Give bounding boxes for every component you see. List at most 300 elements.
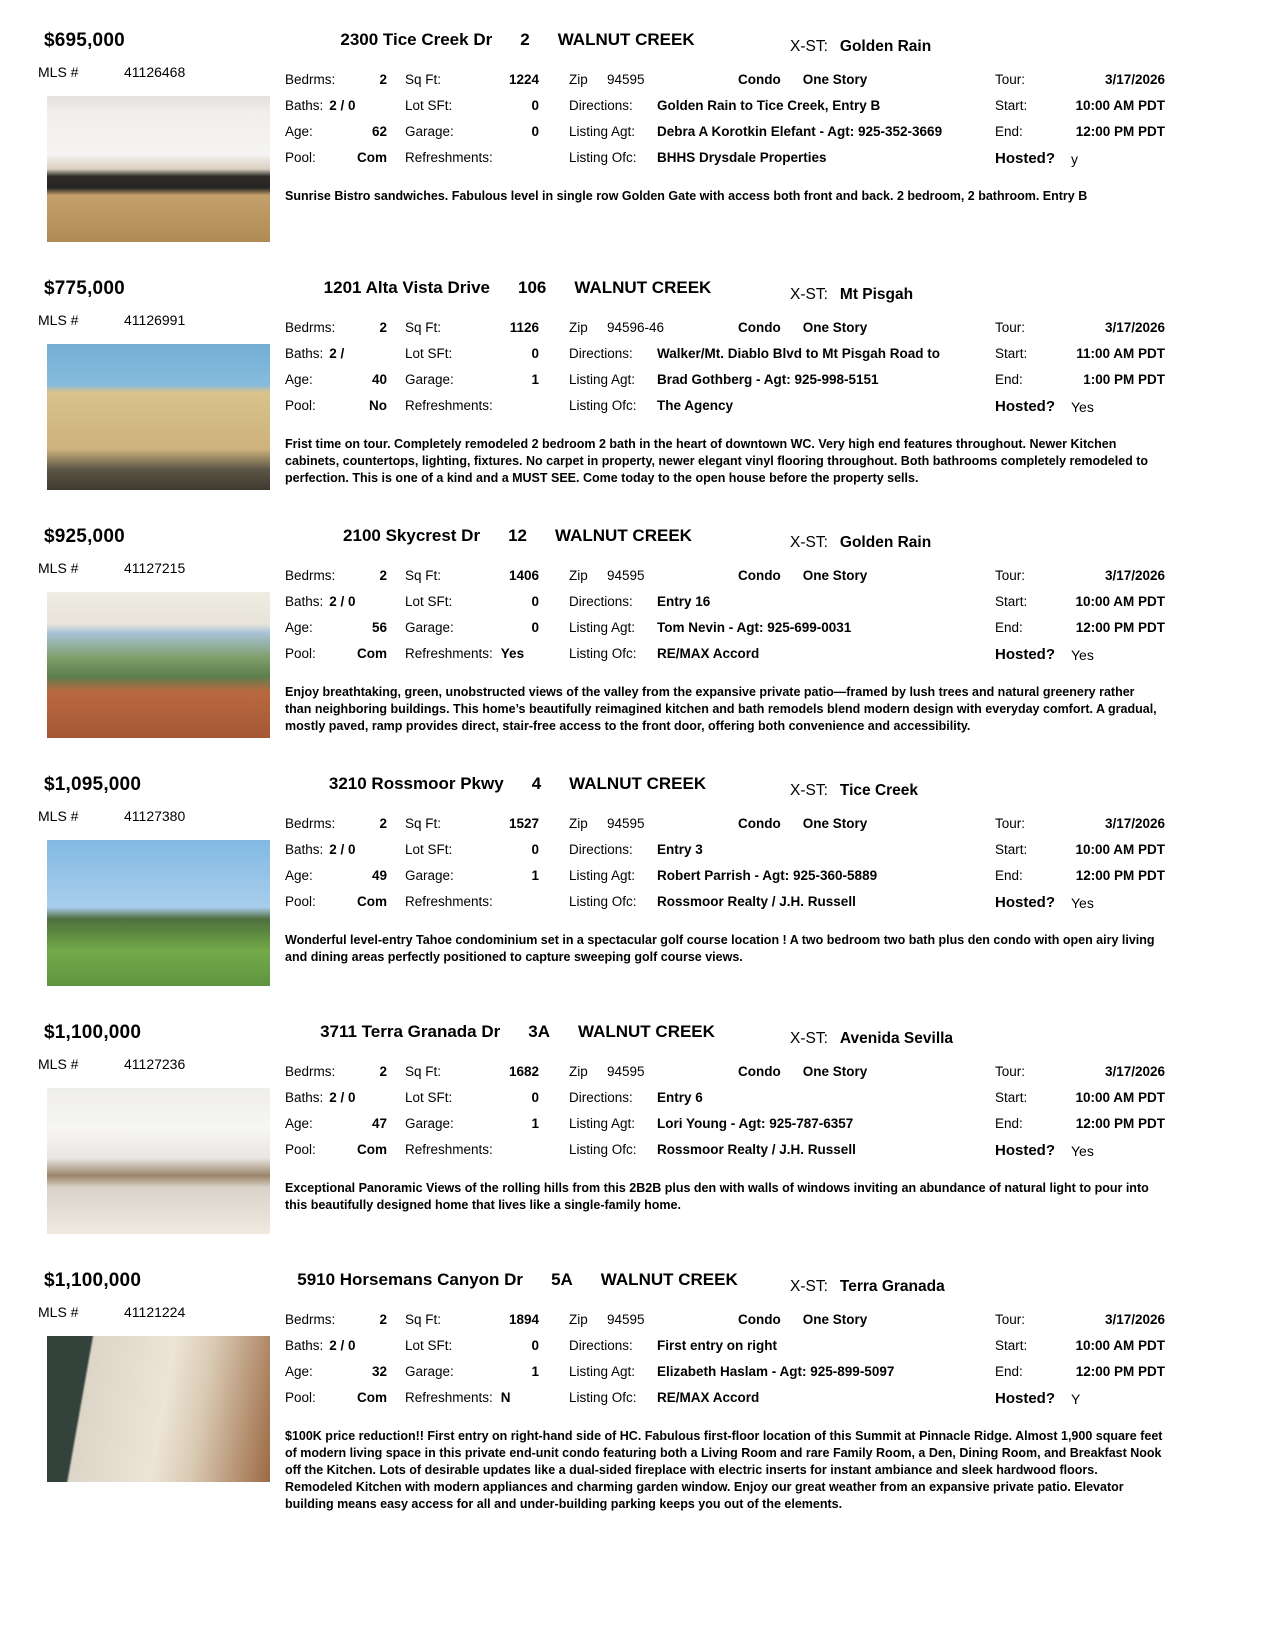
directions-value: Entry 16 [657,593,711,609]
listing-photo [47,1088,270,1234]
zip-value: 94596-46 [607,319,665,335]
street-address: 5910 Horsemans Canyon Dr [297,1270,524,1289]
property-type-group [738,816,867,831]
end-label: End: [995,1363,1023,1379]
start-label: Start: [995,1337,1028,1353]
zip-label: Zip [569,567,588,583]
start-time: 10:00 AM PDT [1075,1089,1165,1105]
mls-number: 41126468 [124,64,186,80]
mls-row [38,808,185,824]
lot-sft-value: 0 [531,841,539,857]
bedrms-label: Bedrms: [285,1063,336,1079]
address-line [285,278,750,298]
cross-street-group [790,534,931,552]
listing-agent-value: Brad Gothberg - Agt: 925-998-5151 [657,371,879,387]
listing-row [0,524,1275,772]
start-label: Start: [995,1089,1028,1105]
property-type-group [738,568,867,583]
listing-agent-value: Robert Parrish - Agt: 925-360-5889 [657,867,878,883]
listing-price: $925,000 [44,526,125,547]
listing-description: Enjoy breathtaking, green, unobstructed views of the valley from the expansive private patio—framed by lush trees and natural greenery rather than neighboring buildings. This home’s beautifully reimagined kitchen and bath remodels blend modern design with everyday comfort. A gradual, mostly paved, ramp provides direct, stair-free access to the front door, offering both convenience and accessibility. [285,685,1157,733]
tour-row [995,1306,1165,1332]
tour-schedule [995,314,1165,415]
details-grid [285,810,995,914]
property-type: Condo [738,567,781,583]
start-label: Start: [995,841,1028,857]
cross-street-label: X-ST: [790,534,828,551]
street-address: 3711 Terra Granada Dr [320,1022,501,1041]
end-row [995,862,1165,888]
hosted-label: Hosted? [995,398,1055,415]
tour-row [995,562,1165,588]
city: WALNUT CREEK [555,526,692,545]
cross-street-group [790,1278,945,1296]
detail-row-3 [285,1358,995,1384]
hosted-value: y [1071,150,1078,167]
directions-label: Directions: [569,593,633,609]
lot-sft-label: Lot SFt: [405,345,453,361]
listing-price: $695,000 [44,30,125,51]
garage-value: 0 [531,123,539,139]
listing-row [0,1020,1275,1268]
age-value: 40 [371,371,387,387]
end-label: End: [995,1115,1023,1131]
cross-street-value: Avenida Sevilla [839,1030,954,1047]
end-row [995,1358,1165,1384]
listing-header [285,28,1165,62]
lot-sft-value: 0 [531,593,539,609]
age-label: Age: [285,619,313,635]
listing-row [0,772,1275,1020]
detail-row-4 [285,888,995,914]
cross-street-value: Golden Rain [839,534,932,551]
details-grid [285,314,995,418]
baths-label: Baths: [285,841,324,857]
mls-row [38,1304,185,1320]
lot-sft-value: 0 [531,345,539,361]
hosted-row [995,398,1165,415]
refreshments-label: Refreshments: [405,397,493,413]
cross-street-group [790,38,931,56]
tour-date: 3/17/2026 [1104,319,1165,335]
pool-value: No [369,397,387,413]
details-grid [285,1306,995,1410]
listing-description: Sunrise Bistro sandwiches. Fabulous level in single row Golden Gate with access both front and back. 2 bedroom, 2 bathroom. Entry B [285,189,1088,203]
tour-date: 3/17/2026 [1104,567,1165,583]
unit-number: 4 [531,774,542,793]
listing-price: $1,100,000 [44,1270,142,1291]
tour-schedule [995,1306,1165,1407]
refreshments-label: Refreshments: [405,1389,493,1405]
listing-office-value: Rossmoor Realty / J.H. Russell [657,893,856,909]
unit-number: 3A [528,1022,550,1041]
pool-value: Com [357,645,387,661]
address-line [285,774,750,794]
listing-header [285,1268,1165,1302]
street-address: 1201 Alta Vista Drive [323,278,490,297]
start-row [995,1332,1165,1358]
stories: One Story [802,1063,868,1079]
detail-row-4 [285,1384,995,1410]
listing-photo [47,840,270,986]
refreshments-value: Yes [500,645,525,661]
sqft-value: 1224 [508,71,539,87]
hosted-value: Yes [1071,1142,1094,1159]
zip-value: 94595 [607,71,645,87]
detail-row-4 [285,392,995,418]
mls-number: 41121224 [124,1304,186,1320]
hosted-row [995,1142,1165,1159]
cross-street-group [790,782,918,800]
hosted-value: Yes [1071,894,1094,911]
directions-value: First entry on right [657,1337,778,1353]
lot-sft-label: Lot SFt: [405,593,453,609]
zip-label: Zip [569,1063,588,1079]
cross-street-label: X-ST: [790,1030,828,1047]
mls-number: 41127236 [124,1056,186,1072]
baths-group [285,346,387,361]
hosted-label: Hosted? [995,894,1055,911]
directions-label: Directions: [569,841,633,857]
detail-row-3 [285,862,995,888]
tour-row [995,314,1165,340]
listing-agent-value: Lori Young - Agt: 925-787-6357 [657,1115,854,1131]
city: WALNUT CREEK [569,774,707,793]
street-address: 2100 Skycrest Dr [343,526,481,545]
baths-label: Baths: [285,1337,324,1353]
listing-office-label: Listing Ofc: [569,893,637,909]
stories: One Story [802,567,868,583]
end-time: 12:00 PM PDT [1075,1363,1165,1379]
pool-label: Pool: [285,1389,316,1405]
baths-value: 2 / [329,345,345,361]
mls-label: MLS # [38,560,79,576]
listing-office-label: Listing Ofc: [569,1141,637,1157]
listing-office-label: Listing Ofc: [569,1389,637,1405]
hosted-label: Hosted? [995,646,1055,663]
bedrms-value: 2 [379,319,387,335]
listing-agent-label: Listing Agt: [569,1115,636,1131]
listing-price: $1,095,000 [44,774,142,795]
garage-label: Garage: [405,867,454,883]
listing-header [285,524,1165,558]
end-row [995,366,1165,392]
hosted-row [995,646,1165,663]
address-line [285,1270,750,1290]
zip-value: 94595 [607,1063,645,1079]
mls-label: MLS # [38,312,79,328]
start-time: 10:00 AM PDT [1075,97,1165,113]
directions-value: Walker/Mt. Diablo Blvd to Mt Pisgah Road to [657,345,941,361]
listing-office-value: BHHS Drysdale Properties [657,149,827,165]
tour-schedule [995,1058,1165,1159]
sqft-label: Sq Ft: [405,319,442,335]
listing-description: Wonderful level-entry Tahoe condominium set in a spectacular golf course location ! A two bedroom two bath plus den condo with open airy living and dining areas perfectly positioned to capture sweeping golf course views. [285,933,1155,964]
bedrms-label: Bedrms: [285,567,336,583]
mls-number: 41127380 [124,808,186,824]
tour-date: 3/17/2026 [1104,1311,1165,1327]
city: WALNUT CREEK [600,1270,738,1289]
hosted-label: Hosted? [995,1390,1055,1407]
end-row [995,118,1165,144]
listing-photo [47,344,270,490]
pool-value: Com [357,1141,387,1157]
sqft-value: 1894 [508,1311,539,1327]
detail-row-1 [285,1306,995,1332]
property-type: Condo [738,71,781,87]
refreshments-group [405,1390,539,1405]
detail-row-2 [285,836,995,862]
cross-street-value: Tice Creek [839,782,919,799]
listing-photo [47,1336,270,1482]
zip-label: Zip [569,319,588,335]
tour-date: 3/17/2026 [1104,815,1165,831]
refreshments-group [405,1142,539,1157]
address-line [285,526,750,546]
garage-value: 1 [531,371,539,387]
end-time: 12:00 PM PDT [1075,867,1165,883]
listing-description: Exceptional Panoramic Views of the rolling hills from this 2B2B plus den with walls of windows inviting an abundance of natural light to pour into this beautifully designed home that lives like a single-family home. [285,1181,1149,1212]
tour-date: 3/17/2026 [1104,71,1165,87]
refreshments-label: Refreshments: [405,645,493,661]
cross-street-label: X-ST: [790,38,828,55]
detail-row-3 [285,366,995,392]
mls-label: MLS # [38,1056,79,1072]
garage-value: 0 [531,619,539,635]
pool-label: Pool: [285,1141,316,1157]
detail-row-2 [285,1084,995,1110]
listing-office-value: Rossmoor Realty / J.H. Russell [657,1141,856,1157]
pool-label: Pool: [285,645,316,661]
cross-street-value: Golden Rain [839,38,932,55]
mls-label: MLS # [38,64,79,80]
hosted-value: Y [1071,1390,1081,1407]
garage-label: Garage: [405,123,454,139]
sqft-label: Sq Ft: [405,1311,442,1327]
refreshments-group [405,398,539,413]
pool-label: Pool: [285,149,316,165]
start-row [995,340,1165,366]
tour-schedule [995,810,1165,911]
start-time: 10:00 AM PDT [1075,593,1165,609]
detail-row-3 [285,614,995,640]
baths-value: 2 / 0 [329,97,356,113]
lot-sft-value: 0 [531,1089,539,1105]
baths-value: 2 / 0 [329,1337,356,1353]
address-line [285,30,750,50]
hosted-row [995,894,1165,911]
end-row [995,1110,1165,1136]
listing-header [285,1020,1165,1054]
baths-label: Baths: [285,97,324,113]
detail-row-2 [285,340,995,366]
details-grid [285,1058,995,1162]
lot-sft-value: 0 [531,1337,539,1353]
baths-group [285,1338,387,1353]
sqft-value: 1126 [509,319,539,335]
listing-photo [47,592,270,738]
sqft-value: 1682 [508,1063,539,1079]
mls-row [38,64,185,80]
end-time: 12:00 PM PDT [1075,619,1165,635]
lot-sft-label: Lot SFt: [405,97,453,113]
tour-row [995,1058,1165,1084]
detail-row-1 [285,314,995,340]
pool-label: Pool: [285,893,316,909]
listing-office-label: Listing Ofc: [569,149,637,165]
property-type-group [738,1064,867,1079]
cross-street-group [790,1030,953,1048]
bedrms-value: 2 [379,567,387,583]
garage-label: Garage: [405,1363,454,1379]
tour-label: Tour: [995,71,1026,87]
listing-office-value: The Agency [657,397,734,413]
age-value: 62 [371,123,387,139]
age-value: 32 [371,1363,387,1379]
age-label: Age: [285,867,313,883]
pool-value: Com [357,893,387,909]
hosted-row [995,1390,1165,1407]
listing-office-value: RE/MAX Accord [657,1389,760,1405]
listing-agent-label: Listing Agt: [569,1363,636,1379]
baths-value: 2 / 0 [329,593,356,609]
mls-row [38,560,185,576]
unit-number: 5A [551,1270,573,1289]
property-type-group [738,72,867,87]
mls-label: MLS # [38,1304,79,1320]
listing-office-label: Listing Ofc: [569,645,637,661]
hosted-row [995,150,1165,167]
listing-description: Frist time on tour. Completely remodeled 2 bedroom 2 bath in the heart of downtown WC. Very high end features throughout. Newer Kitchen cabinets, countertops, lighting, fixtures. No carpet in property, newer elegant vinyl flooring throughout. Both bathrooms completely remodeled to perfection. This is one of a kind and a MUST SEE. Come today to the open house before the property sells. [285,437,1149,485]
end-time: 12:00 PM PDT [1075,123,1165,139]
detail-row-1 [285,810,995,836]
tour-schedule [995,562,1165,663]
detail-row-4 [285,640,995,666]
sqft-value: 1527 [508,815,539,831]
age-label: Age: [285,371,313,387]
property-type: Condo [738,1063,781,1079]
start-label: Start: [995,593,1028,609]
tour-label: Tour: [995,815,1026,831]
cross-street-value: Terra Granada [839,1278,945,1295]
end-row [995,614,1165,640]
listing-agent-value: Elizabeth Haslam - Agt: 925-899-5097 [657,1363,895,1379]
details-grid [285,66,995,170]
baths-value: 2 / 0 [329,841,356,857]
bedrms-label: Bedrms: [285,71,336,87]
bedrms-label: Bedrms: [285,319,336,335]
property-type: Condo [738,815,781,831]
detail-row-4 [285,144,995,170]
age-value: 49 [371,867,387,883]
lot-sft-value: 0 [531,97,539,113]
refreshments-value: N [500,1389,511,1405]
listing-office-label: Listing Ofc: [569,397,637,413]
directions-value: Golden Rain to Tice Creek, Entry B [657,97,881,113]
listing-row [0,276,1275,524]
city: WALNUT CREEK [577,1022,715,1041]
age-value: 56 [371,619,387,635]
detail-row-3 [285,118,995,144]
property-type: Condo [738,319,781,335]
sqft-label: Sq Ft: [405,1063,442,1079]
detail-row-1 [285,66,995,92]
hosted-value: Yes [1071,398,1094,415]
listing-agent-label: Listing Agt: [569,371,636,387]
sqft-label: Sq Ft: [405,815,442,831]
detail-row-1 [285,1058,995,1084]
lot-sft-label: Lot SFt: [405,841,453,857]
hosted-value: Yes [1071,646,1094,663]
refreshments-label: Refreshments: [405,893,493,909]
detail-row-1 [285,562,995,588]
baths-group [285,842,387,857]
unit-number: 106 [518,278,547,297]
lot-sft-label: Lot SFt: [405,1337,453,1353]
baths-group [285,98,387,113]
tour-label: Tour: [995,1063,1026,1079]
mls-number: 41127215 [124,560,186,576]
directions-label: Directions: [569,345,633,361]
address-line [285,1022,750,1042]
age-label: Age: [285,1363,313,1379]
mls-number: 41126991 [124,312,186,328]
cross-street-label: X-ST: [790,782,828,799]
mls-row [38,312,185,328]
lot-sft-label: Lot SFt: [405,1089,453,1105]
bedrms-value: 2 [379,71,387,87]
stories: One Story [802,815,868,831]
property-type-group [738,1312,867,1327]
stories: One Story [802,71,868,87]
start-time: 10:00 AM PDT [1075,841,1165,857]
start-row [995,92,1165,118]
detail-row-2 [285,92,995,118]
end-time: 12:00 PM PDT [1075,1115,1165,1131]
start-time: 11:00 AM PDT [1076,345,1165,361]
city: WALNUT CREEK [557,30,695,49]
cross-street-label: X-ST: [790,1278,828,1295]
listing-header [285,276,1165,310]
cross-street-label: X-ST: [790,286,828,303]
hosted-label: Hosted? [995,1142,1055,1159]
refreshments-label: Refreshments: [405,149,493,165]
directions-label: Directions: [569,1089,633,1105]
end-time: 1:00 PM PDT [1083,371,1165,387]
pool-label: Pool: [285,397,316,413]
street-address: 3210 Rossmoor Pkwy [328,774,504,793]
baths-label: Baths: [285,1089,324,1105]
hosted-label: Hosted? [995,150,1055,167]
start-label: Start: [995,345,1028,361]
pool-value: Com [357,1389,387,1405]
end-label: End: [995,619,1023,635]
mls-row [38,1056,185,1072]
end-label: End: [995,371,1023,387]
unit-number: 12 [508,526,527,545]
cross-street-group [790,286,913,304]
garage-value: 1 [531,1363,539,1379]
garage-label: Garage: [405,1115,454,1131]
listing-description: $100K price reduction!! First entry on right-hand side of HC. Fabulous first-floor location of this Summit at Pinnacle Ridge. Almost 1,900 square feet of modern living space in this private end-unit condo featuring both a Living Room and rare Family Room, a Den, Dining Room, and Breakfast Nook off the Kitchen. Lots of desirable updates like a dual-sided fireplace with electric inserts for instant ambiance and sleek hardwood floors. Remodeled Kitchen with modern appliances and charming garden window. Enjoy our great weather from an expansive private patio. Elevator building means easy access for all and under-building parking keeps you out of the elements. [285,1429,1163,1511]
details-grid [285,562,995,666]
stories: One Story [802,319,868,335]
tour-row [995,66,1165,92]
garage-value: 1 [531,867,539,883]
garage-label: Garage: [405,371,454,387]
baths-value: 2 / 0 [329,1089,356,1105]
zip-label: Zip [569,71,588,87]
